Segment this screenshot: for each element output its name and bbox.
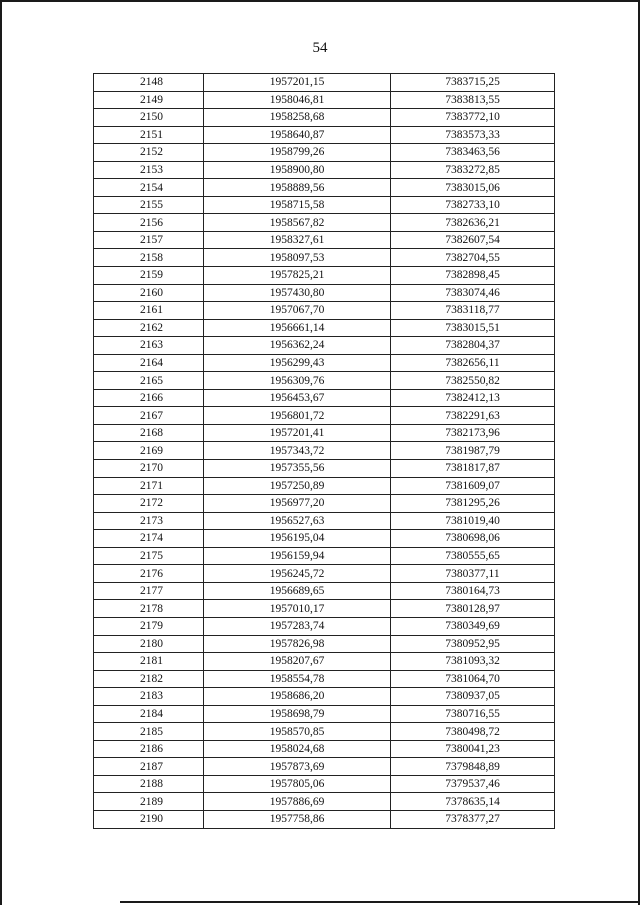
y-coordinate-cell: 7382804,37 [391,337,555,355]
page-number: 54 [312,40,328,56]
point-number-cell: 2159 [94,267,204,285]
x-coordinate-cell: 1958567,82 [204,214,391,232]
x-coordinate-cell: 1957355,56 [204,460,391,478]
table-row [94,231,555,249]
table-row [94,600,555,618]
x-coordinate-cell: 1957805,06 [204,775,391,793]
table-row [94,530,555,548]
y-coordinate-cell: 7381093,32 [391,653,555,671]
table-row [94,775,555,793]
point-number-cell: 2157 [94,231,204,249]
table-row [94,389,555,407]
x-coordinate-cell: 1958024,68 [204,740,391,758]
table-row [94,477,555,495]
y-coordinate-cell: 7383813,55 [391,91,555,109]
table-row [94,758,555,776]
point-number-cell: 2149 [94,91,204,109]
scan-edge-bottom [120,901,640,903]
x-coordinate-cell: 1957283,74 [204,617,391,635]
coordinates-table [93,73,555,829]
y-coordinate-cell: 7383272,85 [391,161,555,179]
x-coordinate-cell: 1957343,72 [204,442,391,460]
y-coordinate-cell: 7381987,79 [391,442,555,460]
y-coordinate-cell: 7380041,23 [391,740,555,758]
point-number-cell: 2184 [94,705,204,723]
y-coordinate-cell: 7380349,69 [391,617,555,635]
point-number-cell: 2178 [94,600,204,618]
y-coordinate-cell: 7380498,72 [391,723,555,741]
point-number-cell: 2166 [94,389,204,407]
point-number-cell: 2156 [94,214,204,232]
y-coordinate-cell: 7380377,11 [391,565,555,583]
point-number-cell: 2155 [94,196,204,214]
x-coordinate-cell: 1956977,20 [204,495,391,513]
point-number-cell: 2181 [94,653,204,671]
table-row [94,161,555,179]
table-row [94,635,555,653]
table-row [94,319,555,337]
y-coordinate-cell: 7380164,73 [391,582,555,600]
x-coordinate-cell: 1957250,89 [204,477,391,495]
point-number-cell: 2150 [94,109,204,127]
point-number-cell: 2176 [94,565,204,583]
x-coordinate-cell: 1957067,70 [204,302,391,320]
point-number-cell: 2171 [94,477,204,495]
y-coordinate-cell: 7382291,63 [391,407,555,425]
x-coordinate-cell: 1956362,24 [204,337,391,355]
y-coordinate-cell: 7379537,46 [391,775,555,793]
table-row [94,372,555,390]
table-row [94,810,555,828]
table-row [94,196,555,214]
table-row [94,179,555,197]
x-coordinate-cell: 1956299,43 [204,354,391,372]
table-row [94,705,555,723]
table-row [94,740,555,758]
x-coordinate-cell: 1958258,68 [204,109,391,127]
point-number-cell: 2177 [94,582,204,600]
y-coordinate-cell: 7381609,07 [391,477,555,495]
scan-edge-left [0,0,2,905]
point-number-cell: 2151 [94,126,204,144]
x-coordinate-cell: 1957430,80 [204,284,391,302]
x-coordinate-cell: 1956661,14 [204,319,391,337]
y-coordinate-cell: 7383573,33 [391,126,555,144]
y-coordinate-cell: 7383463,56 [391,144,555,162]
x-coordinate-cell: 1958889,56 [204,179,391,197]
y-coordinate-cell: 7379848,89 [391,758,555,776]
y-coordinate-cell: 7382550,82 [391,372,555,390]
y-coordinate-cell: 7381817,87 [391,460,555,478]
point-number-cell: 2163 [94,337,204,355]
table-row [94,354,555,372]
point-number-cell: 2183 [94,688,204,706]
table-row [94,495,555,513]
table-row [94,512,555,530]
point-number-cell: 2169 [94,442,204,460]
point-number-cell: 2167 [94,407,204,425]
point-number-cell: 2175 [94,547,204,565]
y-coordinate-cell: 7380952,95 [391,635,555,653]
y-coordinate-cell: 7378635,14 [391,793,555,811]
x-coordinate-cell: 1956245,72 [204,565,391,583]
point-number-cell: 2174 [94,530,204,548]
x-coordinate-cell: 1958046,81 [204,91,391,109]
x-coordinate-cell: 1956453,67 [204,389,391,407]
y-coordinate-cell: 7383772,10 [391,109,555,127]
table-row [94,407,555,425]
y-coordinate-cell: 7383015,51 [391,319,555,337]
point-number-cell: 2180 [94,635,204,653]
point-number-cell: 2189 [94,793,204,811]
point-number-cell: 2188 [94,775,204,793]
x-coordinate-cell: 1958640,87 [204,126,391,144]
x-coordinate-cell: 1956195,04 [204,530,391,548]
y-coordinate-cell: 7378377,27 [391,810,555,828]
coordinates-table-body [94,74,555,829]
table-row [94,74,555,92]
table-row [94,653,555,671]
x-coordinate-cell: 1956689,65 [204,582,391,600]
table-row [94,126,555,144]
table-row [94,337,555,355]
y-coordinate-cell: 7381019,40 [391,512,555,530]
point-number-cell: 2161 [94,302,204,320]
y-coordinate-cell: 7380128,97 [391,600,555,618]
table-row [94,109,555,127]
y-coordinate-cell: 7381295,26 [391,495,555,513]
y-coordinate-cell: 7382412,13 [391,389,555,407]
x-coordinate-cell: 1958799,26 [204,144,391,162]
table-row [94,617,555,635]
y-coordinate-cell: 7382733,10 [391,196,555,214]
point-number-cell: 2152 [94,144,204,162]
table-row [94,547,555,565]
table-row [94,144,555,162]
point-number-cell: 2173 [94,512,204,530]
point-number-cell: 2182 [94,670,204,688]
point-number-cell: 2168 [94,424,204,442]
y-coordinate-cell: 7383715,25 [391,74,555,92]
y-coordinate-cell: 7380698,06 [391,530,555,548]
x-coordinate-cell: 1957201,41 [204,424,391,442]
x-coordinate-cell: 1957010,17 [204,600,391,618]
point-number-cell: 2148 [94,74,204,92]
x-coordinate-cell: 1958097,53 [204,249,391,267]
x-coordinate-cell: 1956309,76 [204,372,391,390]
y-coordinate-cell: 7382704,55 [391,249,555,267]
point-number-cell: 2164 [94,354,204,372]
x-coordinate-cell: 1956159,94 [204,547,391,565]
point-number-cell: 2153 [94,161,204,179]
x-coordinate-cell: 1958554,78 [204,670,391,688]
table-row [94,91,555,109]
x-coordinate-cell: 1956527,63 [204,512,391,530]
y-coordinate-cell: 7383118,77 [391,302,555,320]
x-coordinate-cell: 1958900,80 [204,161,391,179]
table-row [94,302,555,320]
point-number-cell: 2162 [94,319,204,337]
y-coordinate-cell: 7382636,21 [391,214,555,232]
table-row [94,214,555,232]
point-number-cell: 2160 [94,284,204,302]
table-row [94,670,555,688]
point-number-cell: 2185 [94,723,204,741]
x-coordinate-cell: 1957201,15 [204,74,391,92]
table-row [94,424,555,442]
table-row [94,582,555,600]
y-coordinate-cell: 7383074,46 [391,284,555,302]
x-coordinate-cell: 1958698,79 [204,705,391,723]
table-row [94,249,555,267]
point-number-cell: 2186 [94,740,204,758]
table-row [94,723,555,741]
x-coordinate-cell: 1958686,20 [204,688,391,706]
y-coordinate-cell: 7380716,55 [391,705,555,723]
y-coordinate-cell: 7382607,54 [391,231,555,249]
x-coordinate-cell: 1957825,21 [204,267,391,285]
point-number-cell: 2187 [94,758,204,776]
table-row [94,284,555,302]
point-number-cell: 2158 [94,249,204,267]
y-coordinate-cell: 7380937,05 [391,688,555,706]
point-number-cell: 2165 [94,372,204,390]
y-coordinate-cell: 7382656,11 [391,354,555,372]
y-coordinate-cell: 7380555,65 [391,547,555,565]
point-number-cell: 2179 [94,617,204,635]
point-number-cell: 2172 [94,495,204,513]
x-coordinate-cell: 1956801,72 [204,407,391,425]
x-coordinate-cell: 1958327,61 [204,231,391,249]
point-number-cell: 2190 [94,810,204,828]
x-coordinate-cell: 1957886,69 [204,793,391,811]
table-row [94,793,555,811]
x-coordinate-cell: 1958207,67 [204,653,391,671]
x-coordinate-cell: 1958570,85 [204,723,391,741]
y-coordinate-cell: 7383015,06 [391,179,555,197]
y-coordinate-cell: 7382898,45 [391,267,555,285]
point-number-cell: 2154 [94,179,204,197]
scan-edge-top [0,0,640,2]
x-coordinate-cell: 1957873,69 [204,758,391,776]
x-coordinate-cell: 1958715,58 [204,196,391,214]
y-coordinate-cell: 7382173,96 [391,424,555,442]
table-row [94,442,555,460]
table-row [94,460,555,478]
x-coordinate-cell: 1957826,98 [204,635,391,653]
table-row [94,565,555,583]
y-coordinate-cell: 7381064,70 [391,670,555,688]
table-row [94,688,555,706]
point-number-cell: 2170 [94,460,204,478]
table-row [94,267,555,285]
x-coordinate-cell: 1957758,86 [204,810,391,828]
